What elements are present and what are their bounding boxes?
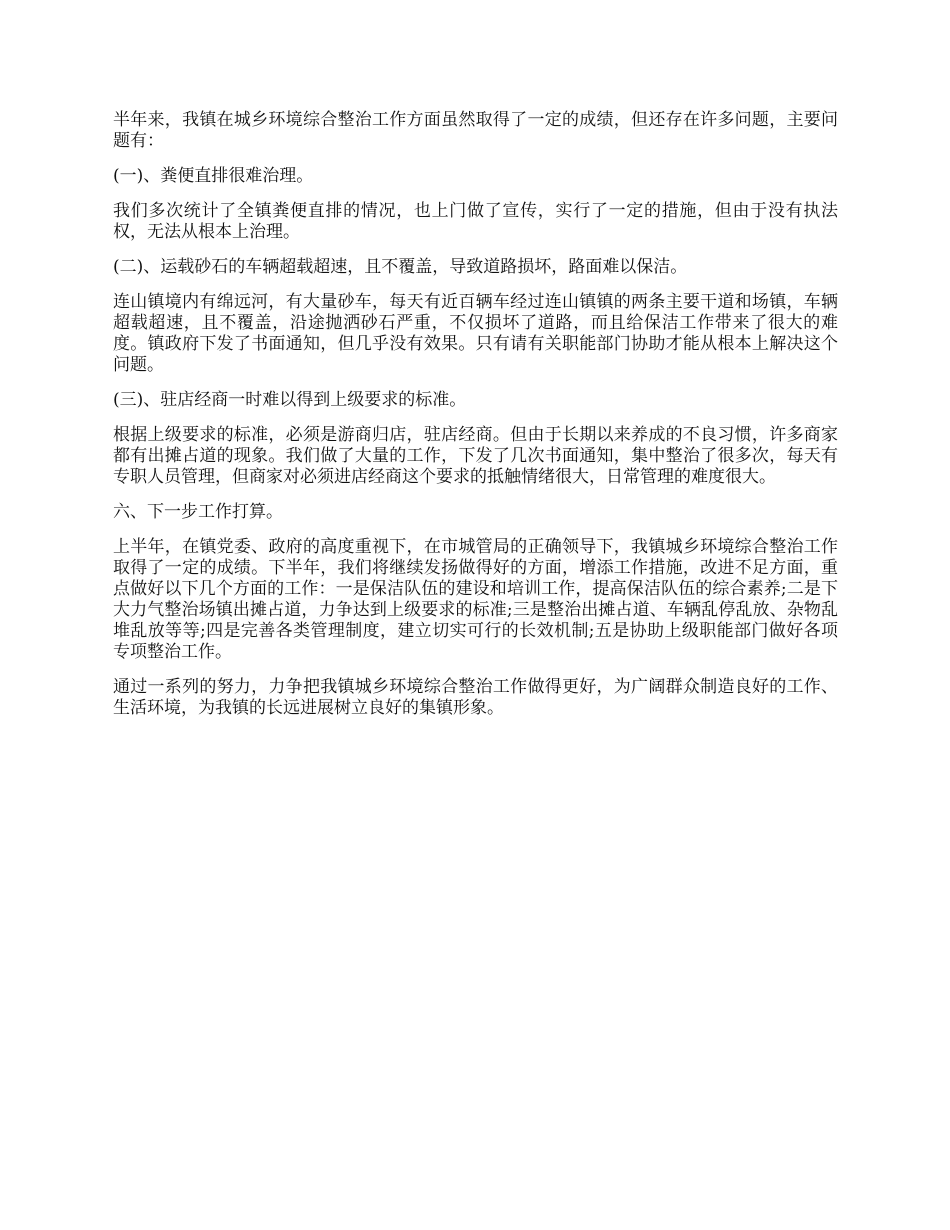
heading-problem-1: (一)、粪便直排很难治理。 [113,166,314,186]
paragraph-problem-3: 根据上级要求的标准，必须是游商归店，驻店经商。但由于长期以来养成的不良习惯，许多商家都有出摊占道的现象。我们做了大量的工作，下发了几次书面通知，集中整治了很多次，每天有专职人员管理，但商家对必须进店经商这个要求的抵触情绪很大，日常管理的难度很大。 [113,425,838,487]
document-page [113,110,838,733]
heading-problem-2: (二)、运载砂石的车辆超载超速，且不覆盖，导致道路损坏，路面难以保洁。 [113,257,688,277]
heading-next-steps: 六、下一步工作打算。 [113,502,283,522]
paragraph-conclusion: 通过一系列的努力，力争把我镇城乡环境综合整治工作做得更好，为广阔群众制造良好的工作、生活环境，为我镇的长远进展树立良好的集镇形象。 [113,677,838,718]
paragraph-problem-1: 我们多次统计了全镇粪便直排的情况，也上门做了宣传，实行了一定的措施，但由于没有执法权，无法从根本上治理。 [113,201,838,242]
paragraph-problem-2: 连山镇境内有绵远河，有大量砂车，每天有近百辆车经过连山镇镇的两条主要干道和场镇，车辆超载超速，且不覆盖，沿途抛洒砂石严重，不仅损坏了道路，而且给保洁工作带来了很大的难度。镇政府下发了书面通知，但几乎没有效果。只有请有关职能部门协助才能从根本上解决这个问题。 [113,292,838,375]
heading-problem-3: (三)、驻店经商一时难以得到上级要求的标准。 [113,390,467,410]
paragraph-next-steps: 上半年，在镇党委、政府的高度重视下，在市城管局的正确领导下，我镇城乡环境综合整治工作取得了一定的成绩。下半年，我们将继续发扬做得好的方面，增添工作措施，改进不足方面，重点做好以下几个方面的工作：一是保洁队伍的建设和培训工作，提高保洁队伍的综合素养;二是下大力气整治场镇出摊占道，力争达到上级要求的标准;三是整治出摊占道、车辆乱停乱放、杂物乱堆乱放等等;四是完善各类管理制度，建立切实可行的长效机制;五是协助上级职能部门做好各项专项整治工作。 [113,537,838,662]
paragraph-intro: 半年来，我镇在城乡环境综合整治工作方面虽然取得了一定的成绩，但还存在许多问题，主要问题有： [113,110,838,151]
